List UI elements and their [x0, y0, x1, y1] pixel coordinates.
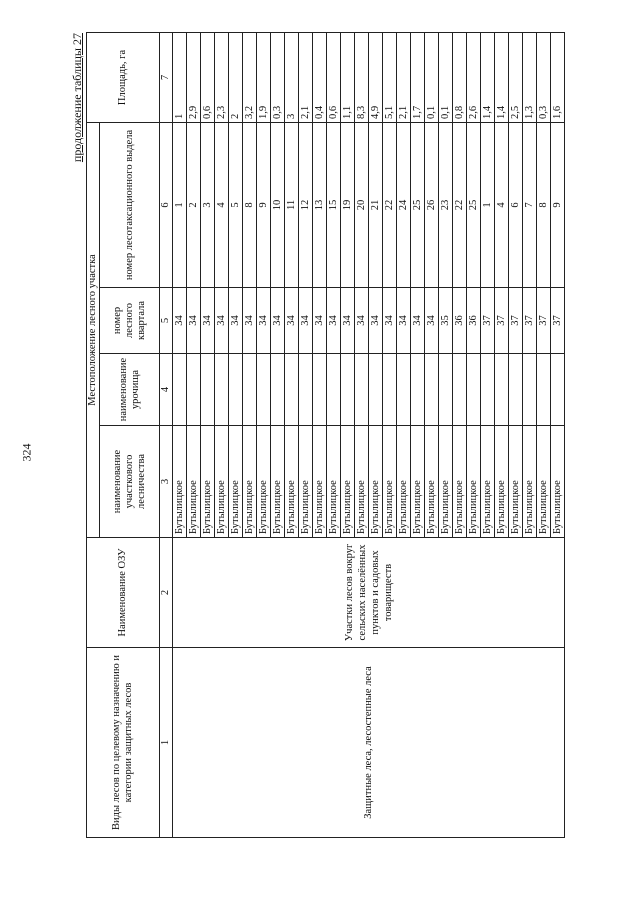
area-cell: 2,1	[397, 32, 411, 122]
tract-cell	[201, 354, 215, 426]
tract-cell	[509, 354, 523, 426]
forestry-cell: Бутылицкое	[173, 426, 187, 538]
plot-cell: 24	[397, 122, 411, 287]
tract-cell	[341, 354, 355, 426]
quarter-cell: 34	[229, 288, 243, 354]
header-quarter: номер лесного квартала	[100, 288, 160, 354]
forestry-cell: Бутылицкое	[523, 426, 537, 538]
forestry-cell: Бутылицкое	[411, 426, 425, 538]
forestry-cell: Бутылицкое	[397, 426, 411, 538]
quarter-cell: 34	[341, 288, 355, 354]
quarter-cell: 34	[285, 288, 299, 354]
area-cell: 0,1	[439, 32, 453, 122]
area-cell: 2,5	[509, 32, 523, 122]
tract-cell	[187, 354, 201, 426]
forestry-cell: Бутылицкое	[215, 426, 229, 538]
continuation-caption: продолжение таблицы 27	[70, 33, 84, 163]
tract-cell	[257, 354, 271, 426]
forestry-cell: Бутылицкое	[229, 426, 243, 538]
index-cell: 1	[160, 648, 173, 838]
plot-cell: 22	[453, 122, 467, 287]
quarter-cell: 34	[411, 288, 425, 354]
tract-cell	[313, 354, 327, 426]
plot-cell: 23	[439, 122, 453, 287]
tract-cell	[285, 354, 299, 426]
plot-cell: 21	[369, 122, 383, 287]
area-cell: 1,9	[257, 32, 271, 122]
index-cell: 5	[160, 288, 173, 354]
forestry-cell: Бутылицкое	[187, 426, 201, 538]
header-ozu-name: Наименование ОЗУ	[87, 538, 160, 648]
quarter-cell: 34	[187, 288, 201, 354]
tract-cell	[243, 354, 257, 426]
forestry-cell: Бутылицкое	[453, 426, 467, 538]
plot-cell: 13	[313, 122, 327, 287]
area-cell: 2,6	[467, 32, 481, 122]
quarter-cell: 35	[439, 288, 453, 354]
tract-cell	[495, 354, 509, 426]
tract-cell	[523, 354, 537, 426]
forestry-cell: Бутылицкое	[257, 426, 271, 538]
area-cell: 2	[229, 32, 243, 122]
area-cell: 0,6	[327, 32, 341, 122]
forestry-cell: Бутылицкое	[467, 426, 481, 538]
forestry-cell: Бутылицкое	[495, 426, 509, 538]
index-cell: 2	[160, 538, 173, 648]
area-cell: 0,3	[537, 32, 551, 122]
quarter-cell: 34	[271, 288, 285, 354]
tract-cell	[453, 354, 467, 426]
plot-cell: 19	[341, 122, 355, 287]
plot-cell: 7	[523, 122, 537, 287]
quarter-cell: 34	[425, 288, 439, 354]
plot-cell: 3	[201, 122, 215, 287]
tract-cell	[327, 354, 341, 426]
area-cell: 3	[285, 32, 299, 122]
plot-cell: 8	[537, 122, 551, 287]
tract-cell	[271, 354, 285, 426]
forest-plots-table	[86, 32, 565, 838]
quarter-cell: 34	[215, 288, 229, 354]
forestry-cell: Бутылицкое	[481, 426, 495, 538]
tract-cell	[383, 354, 397, 426]
tract-cell	[215, 354, 229, 426]
quarter-cell: 37	[509, 288, 523, 354]
quarter-cell: 34	[201, 288, 215, 354]
plot-cell: 9	[551, 122, 565, 287]
index-cell: 3	[160, 426, 173, 538]
quarter-cell: 37	[551, 288, 565, 354]
index-cell: 6	[160, 122, 173, 287]
tract-cell	[355, 354, 369, 426]
plot-cell: 25	[411, 122, 425, 287]
tract-cell	[467, 354, 481, 426]
plot-cell: 1	[173, 122, 187, 287]
quarter-cell: 34	[369, 288, 383, 354]
forestry-cell: Бутылицкое	[551, 426, 565, 538]
index-cell: 4	[160, 354, 173, 426]
area-cell: 0,8	[453, 32, 467, 122]
quarter-cell: 34	[397, 288, 411, 354]
quarter-cell: 34	[173, 288, 187, 354]
quarter-cell: 34	[327, 288, 341, 354]
rotated-page-content	[70, 33, 563, 838]
header-location-group: Местоположение лесного участка	[87, 122, 100, 537]
area-cell: 1	[173, 32, 187, 122]
forestry-cell: Бутылицкое	[509, 426, 523, 538]
forestry-cell: Бутылицкое	[369, 426, 383, 538]
quarter-cell: 34	[299, 288, 313, 354]
header-plot: номер лесотаксационного выдела	[100, 122, 160, 287]
plot-cell: 4	[215, 122, 229, 287]
quarter-cell: 34	[243, 288, 257, 354]
area-cell: 1,4	[495, 32, 509, 122]
quarter-cell: 37	[523, 288, 537, 354]
area-cell: 1,6	[551, 32, 565, 122]
quarter-cell: 36	[467, 288, 481, 354]
area-cell: 0,3	[271, 32, 285, 122]
tract-cell	[537, 354, 551, 426]
tract-cell	[173, 354, 187, 426]
header-forest-type: Виды лесов по целевому назначению и категории защитных лесов	[87, 648, 160, 838]
quarter-cell: 36	[453, 288, 467, 354]
header-area: Площадь, га	[87, 32, 160, 122]
quarter-cell: 34	[257, 288, 271, 354]
forestry-cell: Бутылицкое	[355, 426, 369, 538]
forestry-cell: Бутылицкое	[201, 426, 215, 538]
area-cell: 2,1	[299, 32, 313, 122]
tract-cell	[369, 354, 383, 426]
forestry-cell: Бутылицкое	[271, 426, 285, 538]
plot-cell: 4	[495, 122, 509, 287]
column-index-row	[160, 32, 173, 837]
forestry-cell: Бутылицкое	[299, 426, 313, 538]
quarter-cell: 37	[481, 288, 495, 354]
plot-cell: 1	[481, 122, 495, 287]
header-tract: наименование урочища	[100, 354, 160, 426]
tract-cell	[299, 354, 313, 426]
forestry-cell: Бутылицкое	[313, 426, 327, 538]
tract-cell	[411, 354, 425, 426]
plot-cell: 9	[257, 122, 271, 287]
area-cell: 0,6	[201, 32, 215, 122]
area-cell: 0,4	[313, 32, 327, 122]
area-cell: 1,4	[481, 32, 495, 122]
area-cell: 8,3	[355, 32, 369, 122]
plot-cell: 2	[187, 122, 201, 287]
plot-cell: 25	[467, 122, 481, 287]
area-cell: 1,3	[523, 32, 537, 122]
forest-category-cell: Защитные леса, лесостепные леса	[173, 648, 565, 838]
plot-cell: 15	[327, 122, 341, 287]
forestry-cell: Бутылицкое	[383, 426, 397, 538]
tract-cell	[481, 354, 495, 426]
page-number: 324	[19, 443, 34, 462]
forestry-cell: Бутылицкое	[425, 426, 439, 538]
area-cell: 5,1	[383, 32, 397, 122]
forestry-cell: Бутылицкое	[327, 426, 341, 538]
forestry-cell: Бутылицкое	[537, 426, 551, 538]
forestry-cell: Бутылицкое	[285, 426, 299, 538]
plot-cell: 10	[271, 122, 285, 287]
area-cell: 4,9	[369, 32, 383, 122]
plot-cell: 12	[299, 122, 313, 287]
plot-cell: 22	[383, 122, 397, 287]
quarter-cell: 34	[383, 288, 397, 354]
plot-cell: 8	[243, 122, 257, 287]
quarter-cell: 34	[355, 288, 369, 354]
quarter-cell: 34	[313, 288, 327, 354]
header-forestry: наименование участкового лесничества	[100, 426, 160, 538]
plot-cell: 26	[425, 122, 439, 287]
tract-cell	[439, 354, 453, 426]
plot-cell: 20	[355, 122, 369, 287]
plot-cell: 6	[509, 122, 523, 287]
tract-cell	[229, 354, 243, 426]
plot-cell: 5	[229, 122, 243, 287]
forestry-cell: Бутылицкое	[341, 426, 355, 538]
area-cell: 1,1	[341, 32, 355, 122]
tract-cell	[425, 354, 439, 426]
tract-cell	[551, 354, 565, 426]
quarter-cell: 37	[495, 288, 509, 354]
plot-cell: 11	[285, 122, 299, 287]
area-cell: 2,3	[215, 32, 229, 122]
quarter-cell: 37	[537, 288, 551, 354]
area-cell: 2,9	[187, 32, 201, 122]
forestry-cell: Бутылицкое	[439, 426, 453, 538]
table-row	[173, 32, 187, 837]
area-cell: 3,2	[243, 32, 257, 122]
ozu-name-cell: Участки лесов вокруг сельских населённых пунктов и садовых товариществ	[173, 538, 565, 648]
area-cell: 1,7	[411, 32, 425, 122]
forestry-cell: Бутылицкое	[243, 426, 257, 538]
index-cell: 7	[160, 32, 173, 122]
area-cell: 0,1	[425, 32, 439, 122]
tract-cell	[397, 354, 411, 426]
